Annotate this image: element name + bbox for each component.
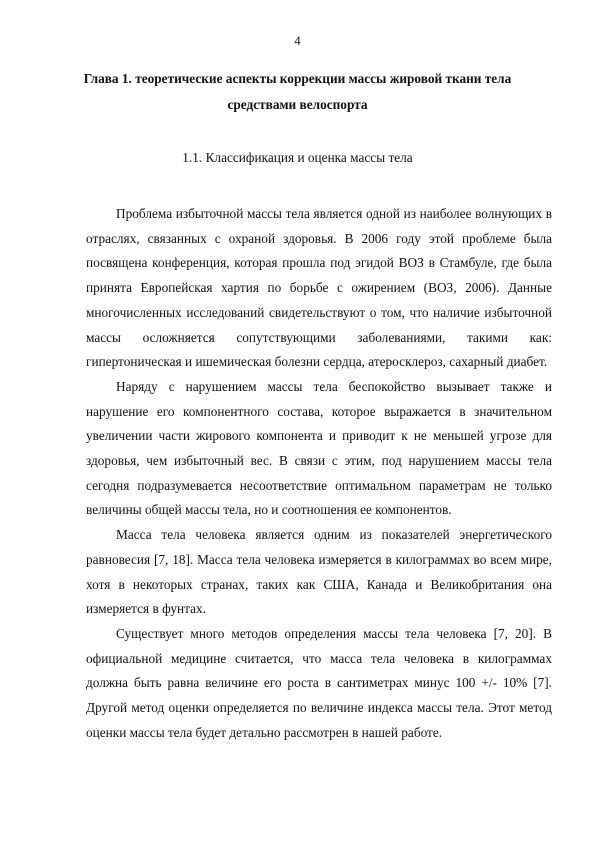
page-number: 4 <box>294 34 301 48</box>
chapter-title: Глава 1. теоретические аспекты коррекции массы жировой ткани тела средствами велоспорта <box>83 71 512 112</box>
body-text <box>86 202 552 745</box>
paragraph: Масса тела человека является одним из показателей энергетического равновесия [7, 18]. Масса тела человека измеряется в килограммах во всем мире, хотя в некоторых странах, таких как США, Канада и Великобритания она измеряется в фунтах. <box>86 527 552 617</box>
paragraph: Проблема избыточной массы тела является одной из наиболее волнующих в отраслях, связанных с охраной здоровья. В 2006 году этой проблеме была посвящена конференция, которая прошла под эгидой ВОЗ в Стамбуле, где была принята Европейская хартия по борьбе с ожирением (ВОЗ, 2006). Данные многочисленных исследований свидетельствуют о том, что наличие избыточной массы осложняется сопутствующими заболеваниями, такими как: гипертоническая и ишемическая болезни сердца, атеросклероз, сахарный диабет. <box>86 206 552 370</box>
paragraph: Наряду с нарушением массы тела беспокойство вызывает также и нарушение его компонентного состава, которое выражается в значительном увеличении части жирового компонента и приводит к не меньшей угрозе для здоровья, чем избыточный вес. В связи с этим, под нарушением массы тела сегодня подразумевается несоответствие оптимальном параметрам не только величины общей массы тела, но и соотношения ее компонентов. <box>86 378 552 518</box>
section-title: 1.1. Классификация и оценка массы тела <box>182 150 413 165</box>
paragraph: Существует много методов определения массы тела человека [7, 20]. В официальной медицине считается, что масса тела человека в килограммах должна быть равна величине его роста в сантиметрах минус 100 +/- 10% [7]. Другой метод оценки определяется по величине индекса массы тела. Этот метод оценки массы тела будет детально рассмотрен в нашей работе. <box>86 625 552 740</box>
